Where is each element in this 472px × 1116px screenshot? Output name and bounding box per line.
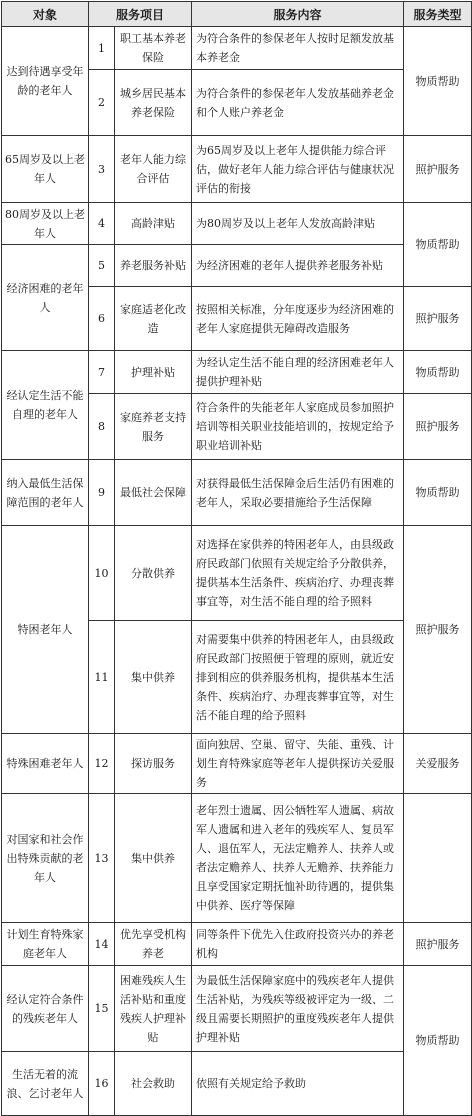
header-object: 对象 bbox=[2, 2, 89, 27]
service-type: 物质帮助 bbox=[404, 351, 472, 394]
service-type: 照护服务 bbox=[404, 136, 472, 203]
table-row bbox=[2, 526, 472, 621]
table-row bbox=[2, 460, 472, 526]
service-item: 探访服务 bbox=[115, 734, 192, 794]
table-row bbox=[2, 923, 472, 966]
table-row bbox=[2, 136, 472, 203]
header-row bbox=[2, 2, 472, 27]
row-number: 15 bbox=[89, 966, 115, 1052]
service-item: 高龄津贴 bbox=[115, 203, 192, 245]
service-content: 对获得最低生活保障金后生活仍有困难的老年人，采取必要措施给予生活保障 bbox=[192, 460, 404, 526]
service-item: 分散供养 bbox=[115, 526, 192, 621]
elderly-services-table bbox=[1, 1, 472, 1116]
table-row bbox=[2, 794, 472, 923]
table-row bbox=[2, 351, 472, 394]
row-number: 5 bbox=[89, 245, 115, 287]
object-cell: 计划生育特殊家庭老年人 bbox=[2, 923, 89, 966]
service-item: 集中供养 bbox=[115, 621, 192, 734]
table-row bbox=[2, 27, 472, 70]
service-item: 困难残疾人生活补贴和重度残疾人护理补贴 bbox=[115, 966, 192, 1052]
object-cell: 生活无着的流浪、乞讨老年人 bbox=[2, 1052, 89, 1116]
header-service-type: 服务类型 bbox=[404, 2, 472, 27]
service-content: 对需要集中供养的特困老年人，由县级政府民政部门按照便于管理的原则，就近安排到相应的供养服务机构，提供基本生活条件、疾病治疗、办理丧葬事宜等，对生活不能自理的给予照料 bbox=[192, 621, 404, 734]
service-content: 同等条件下优先入住政府投资兴办的养老机构 bbox=[192, 923, 404, 966]
object-cell: 65周岁及以上老年人 bbox=[2, 136, 89, 203]
object-cell: 特困老年人 bbox=[2, 526, 89, 734]
service-type: 关爱服务 bbox=[404, 734, 472, 794]
row-number: 11 bbox=[89, 621, 115, 734]
service-item: 护理补贴 bbox=[115, 351, 192, 394]
row-number: 16 bbox=[89, 1052, 115, 1116]
service-type: 照护服务 bbox=[404, 526, 472, 734]
table-row bbox=[2, 734, 472, 794]
service-content: 符合条件的失能老年人家庭成员参加照护培训等相关职业技能培训的，按规定给予职业培训补贴 bbox=[192, 394, 404, 460]
object-cell: 达到待遇享受年龄的老年人 bbox=[2, 27, 89, 136]
object-cell: 经认定符合条件的残疾老年人 bbox=[2, 966, 89, 1052]
table-row bbox=[2, 245, 472, 287]
service-content: 老年烈士遗属、因公牺牲军人遗属、病故军人遗属和进入老年的残疾军人、复员军人、退伍军人，无法定赡养人、扶养人或者法定赡养人、扶养人无赡养、扶养能力且享受国家定期抚恤补助待遇的，提供集中供养、医疗等保障 bbox=[192, 794, 404, 923]
object-cell: 对国家和社会作出特殊贡献的老年人 bbox=[2, 794, 89, 923]
service-content: 依照有关规定给予救助 bbox=[192, 1052, 404, 1116]
service-item: 家庭适老化改造 bbox=[115, 287, 192, 351]
table-row bbox=[2, 203, 472, 245]
table-row bbox=[2, 1052, 472, 1116]
service-type: 物质帮助 bbox=[404, 460, 472, 526]
service-type bbox=[404, 794, 472, 923]
service-type: 照护服务 bbox=[404, 287, 472, 351]
object-cell: 特殊困难老年人 bbox=[2, 734, 89, 794]
row-number: 12 bbox=[89, 734, 115, 794]
service-content: 为80周岁及以上老年人发放高龄津贴 bbox=[192, 203, 404, 245]
service-item: 老年人能力综合评估 bbox=[115, 136, 192, 203]
service-type: 物质帮助 bbox=[404, 27, 472, 136]
service-type: 照护服务 bbox=[404, 394, 472, 460]
service-type: 物质帮助 bbox=[404, 203, 472, 287]
row-number: 13 bbox=[89, 794, 115, 923]
row-number: 4 bbox=[89, 203, 115, 245]
service-item: 养老服务补贴 bbox=[115, 245, 192, 287]
service-content: 对选择在家供养的特困老年人，由县级政府民政部门依照有关规定给予分散供养，提供基本生活条件、疾病治疗、办理丧葬事宜等，对生活不能自理的给予照料 bbox=[192, 526, 404, 621]
service-content: 为最低生活保障家庭中的残疾老年人提供生活补贴，为残疾等级被评定为一级、二级且需要长期照护的重度残疾老年人提供护理补贴 bbox=[192, 966, 404, 1052]
service-item: 集中供养 bbox=[115, 794, 192, 923]
object-cell: 经济困难的老年人 bbox=[2, 245, 89, 351]
service-item: 职工基本养老保险 bbox=[115, 27, 192, 70]
service-content: 为符合条件的参保老年人按时足额发放基本养老金 bbox=[192, 27, 404, 70]
row-number: 9 bbox=[89, 460, 115, 526]
service-content: 为65周岁及以上老年人提供能力综合评估，做好老年人能力综合评估与健康状况评估的衔接 bbox=[192, 136, 404, 203]
object-cell: 经认定生活不能自理的老年人 bbox=[2, 351, 89, 460]
service-item: 最低社会保障 bbox=[115, 460, 192, 526]
header-service-content: 服务内容 bbox=[192, 2, 404, 27]
service-item: 城乡居民基本养老保险 bbox=[115, 70, 192, 136]
object-cell: 纳入最低生活保障范围的老年人 bbox=[2, 460, 89, 526]
service-item: 家庭养老支持服务 bbox=[115, 394, 192, 460]
row-number: 14 bbox=[89, 923, 115, 966]
row-number: 2 bbox=[89, 70, 115, 136]
service-item: 社会救助 bbox=[115, 1052, 192, 1116]
service-type: 照护服务 bbox=[404, 923, 472, 966]
service-item: 优先享受机构养老 bbox=[115, 923, 192, 966]
service-content: 为经认定生活不能自理的经济困难老年人提供护理补贴 bbox=[192, 351, 404, 394]
row-number: 8 bbox=[89, 394, 115, 460]
row-number: 6 bbox=[89, 287, 115, 351]
service-content: 为符合条件的参保老年人发放基础养老金和个人账户养老金 bbox=[192, 70, 404, 136]
service-content: 按照相关标准，分年度逐步为经济困难的老年人家庭提供无障碍改造服务 bbox=[192, 287, 404, 351]
row-number: 10 bbox=[89, 526, 115, 621]
service-content: 为经济困难的老年人提供养老服务补贴 bbox=[192, 245, 404, 287]
header-service-item: 服务项目 bbox=[89, 2, 192, 27]
service-content: 面向独居、空巢、留守、失能、重残、计划生育特殊家庭等老年人提供探访关爱服务 bbox=[192, 734, 404, 794]
row-number: 1 bbox=[89, 27, 115, 70]
object-cell: 80周岁及以上老年人 bbox=[2, 203, 89, 245]
row-number: 3 bbox=[89, 136, 115, 203]
row-number: 7 bbox=[89, 351, 115, 394]
service-type: 物质帮助 bbox=[404, 966, 472, 1116]
